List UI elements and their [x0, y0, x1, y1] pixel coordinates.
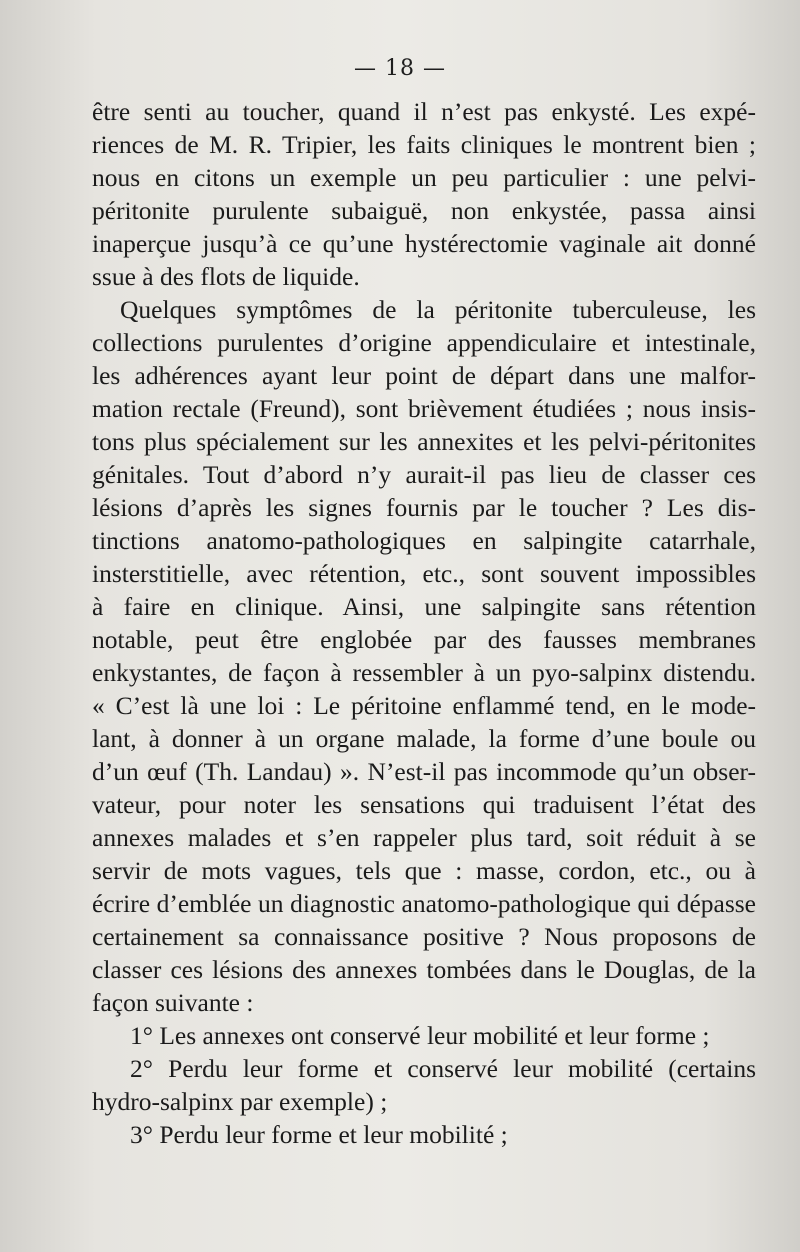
text-line: annexes malades et s’en rappeler plus tard, soit réduit à se: [92, 823, 756, 852]
body-text: [92, 95, 756, 1151]
text-line: insterstitielle, avec rétention, etc., sont souvent impossibles: [92, 559, 756, 588]
text-line: ssue à des flots de liquide.: [92, 262, 360, 291]
text-line: à faire en clinique. Ainsi, une salpingite sans rétention: [92, 592, 756, 621]
text-line: certainement sa connaissance positive ? Nous proposons de: [92, 922, 756, 951]
text-line: mation rectale (Freund), sont brièvement étudiées ; nous insis-: [92, 394, 756, 423]
text-line: tinctions anatomo-pathologiques en salpingite catarrhale,: [92, 526, 756, 555]
text-line: 1° Les annexes ont conservé leur mobilité et leur forme ;: [130, 1021, 710, 1050]
text-line: classer ces lésions des annexes tombées dans le Douglas, de la: [92, 955, 756, 984]
text-line: d’un œuf (Th. Landau) ». N’est-il pas incommode qu’un obser-: [92, 757, 756, 786]
text-line: notable, peut être englobée par des fausses membranes: [92, 625, 756, 654]
text-line: collections purulentes d’origine appendiculaire et intestinale,: [92, 328, 756, 357]
text-line: les adhérences ayant leur point de départ dans une malfor-: [92, 361, 756, 390]
text-line: enkystantes, de façon à ressembler à un pyo-salpinx distendu.: [92, 658, 756, 687]
text-line: « C’est là une loi : Le péritoine enflammé tend, en le mode-: [92, 691, 756, 720]
text-line: façon suivante :: [92, 988, 254, 1017]
text-line: lant, à donner à un organe malade, la forme d’une boule ou: [92, 724, 756, 753]
text-line: servir de mots vagues, tels que : masse, cordon, etc., ou à: [92, 856, 756, 885]
text-line: 2° Perdu leur forme et conservé leur mobilité (certains: [130, 1054, 756, 1083]
text-line: inaperçue jusqu’à ce qu’une hystérectomie vaginale ait donné: [92, 229, 756, 258]
text-line: vateur, pour noter les sensations qui traduisent l’état des: [92, 790, 756, 819]
page-number: — 18 —: [354, 56, 446, 81]
text-line: lésions d’après les signes fournis par le toucher ? Les dis-: [92, 493, 756, 522]
text-line: Quelques symptômes de la péritonite tuberculeuse, les: [120, 295, 756, 324]
text-line: génitales. Tout d’abord n’y aurait-il pas lieu de classer ces: [92, 460, 756, 489]
text-line: être senti au toucher, quand il n’est pas enkysté. Les expé-: [92, 97, 756, 126]
text-line: 3° Perdu leur forme et leur mobilité ;: [130, 1120, 508, 1149]
text-line: nous en citons un exemple un peu particulier : une pelvi-: [92, 163, 756, 192]
text-line: écrire d’emblée un diagnostic anatomo-pathologique qui dépasse: [92, 889, 756, 918]
text-line: hydro-salpinx par exemple) ;: [92, 1087, 388, 1116]
text-line: riences de M. R. Tripier, les faits cliniques le montrent bien ;: [92, 130, 756, 159]
text-line: péritonite purulente subaiguë, non enkystée, passa ainsi: [92, 196, 756, 225]
text-line: tons plus spécialement sur les annexites et les pelvi-péritonites: [92, 427, 756, 456]
